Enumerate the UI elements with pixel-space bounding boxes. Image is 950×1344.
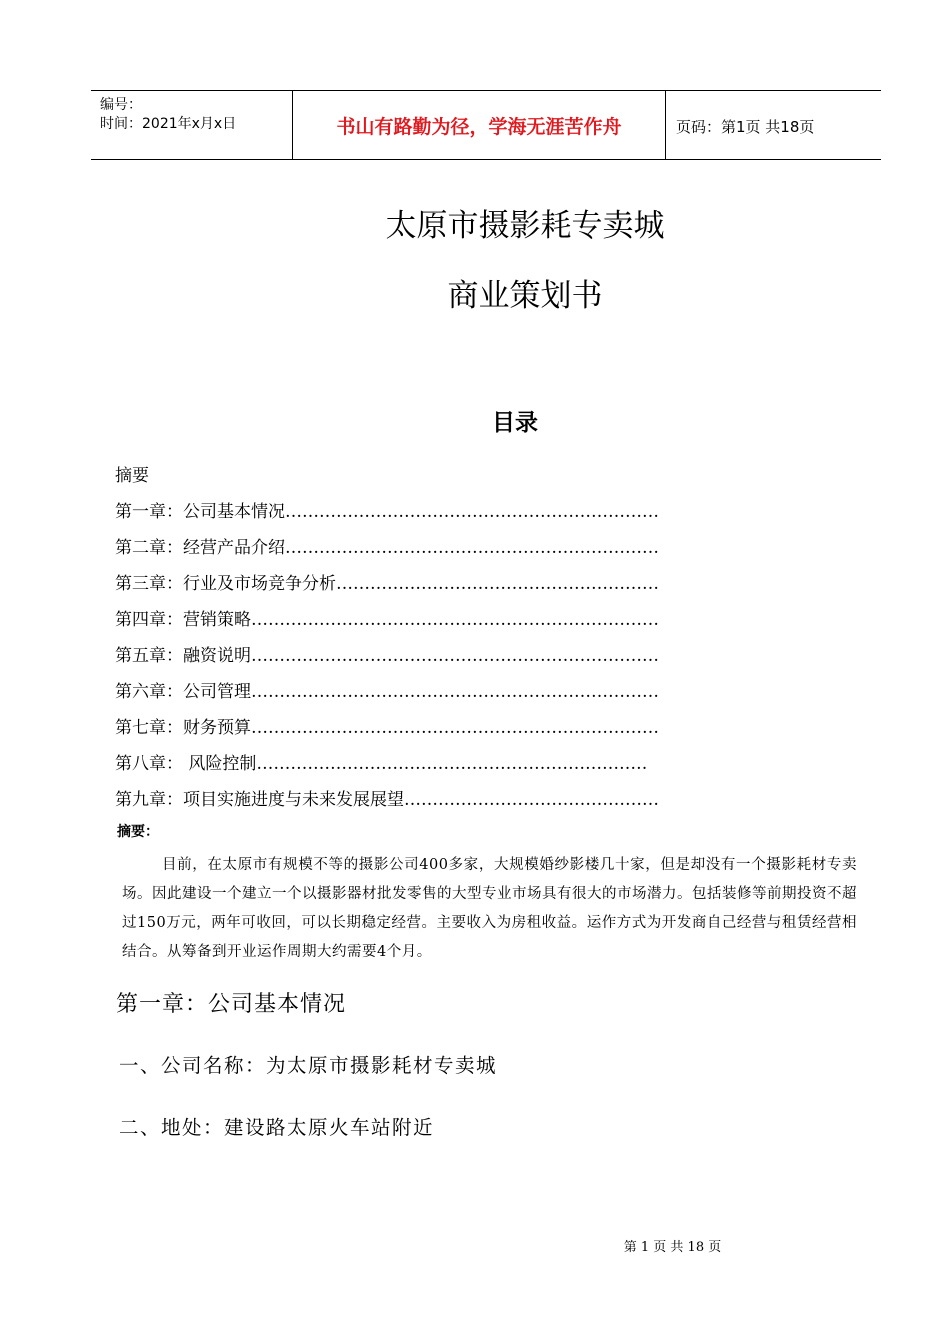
- chapter-heading: 第一章：公司基本情况: [116, 992, 347, 1017]
- toc-item: 第五章：融资说明………………………………………………………………: [115, 646, 659, 666]
- header-motto: 书山有路勤为径，学海无涯苦作舟: [336, 115, 622, 138]
- toc-item: 第四章：营销策略………………………………………………………………: [115, 610, 659, 630]
- page-footer: 第 1 页 共 18 页: [623, 1240, 722, 1255]
- document-number: 编号：: [100, 97, 142, 113]
- toc-item: 摘要: [115, 466, 149, 486]
- abstract-body: 目前，在太原市有规模不等的摄影公司400多家，大规模婚纱影楼几十家，但是却没有一个摄影耗材专卖场。因此建设一个建立一个以摄影器材批发零售的大型专业市场具有很大的市场潜力。包括装修等前期投资不超过150万元，两年可收回，可以长期稳定经营。主要收入为房租收益。运作方式为开发商自己经营与租赁经营相结合。从筹备到开业运作周期大约需要4个月。: [122, 857, 857, 960]
- toc-item: 第九章：项目实施进度与未来发展展望………………………………………: [115, 790, 659, 810]
- document-header: [91, 90, 881, 160]
- toc-item: 第二章：经营产品介绍…………………………………………………………: [115, 538, 659, 558]
- section-location: 二、地处：建设路太原火车站附近: [119, 1116, 435, 1139]
- section-company-name: 一、公司名称：为太原市摄影耗材专卖城: [119, 1054, 498, 1077]
- toc-item: 第八章： 风险控制……………………………………………………………: [115, 754, 648, 774]
- toc-heading: 目录: [492, 410, 538, 436]
- header-divider: [665, 91, 666, 159]
- document-title: 太原市摄影耗专卖城: [385, 208, 665, 244]
- toc-item: 第三章：行业及市场竞争分析…………………………………………………: [115, 574, 659, 594]
- document-subtitle: 商业策划书: [447, 278, 603, 314]
- header-page-info: 页码：第1页 共18页: [676, 118, 815, 136]
- abstract-heading: 摘要：: [117, 824, 159, 840]
- toc-item: 第六章：公司管理………………………………………………………………: [115, 682, 659, 702]
- toc-item: 第一章：公司基本情况…………………………………………………………: [115, 502, 659, 522]
- toc-item: 第七章：财务预算………………………………………………………………: [115, 718, 659, 738]
- document-time: 时间：2021年x月x日: [100, 116, 237, 132]
